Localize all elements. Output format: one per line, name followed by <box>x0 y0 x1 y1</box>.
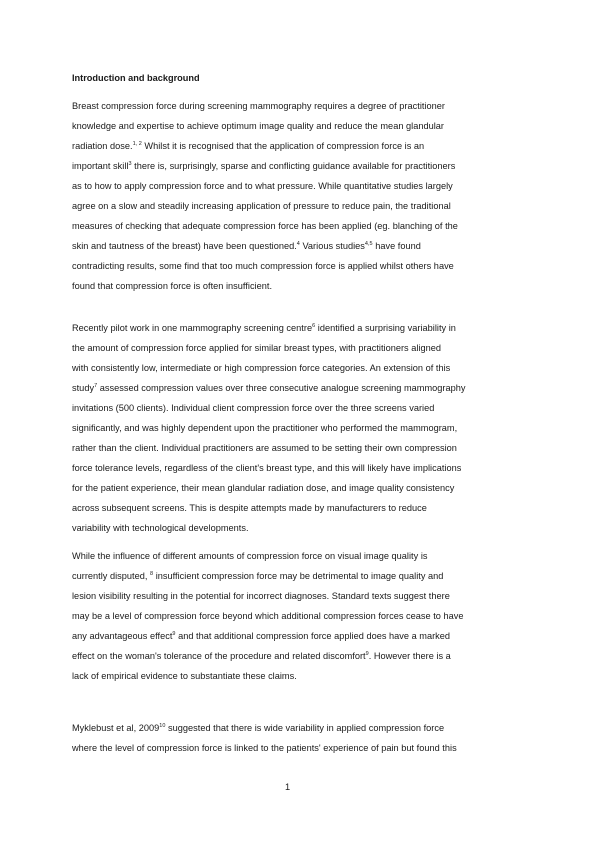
text-run: may be a level of compression force beyond which additional compression forces cease to have <box>72 611 464 621</box>
text-line <box>72 119 444 133</box>
text-line <box>72 361 450 375</box>
citation-superscript: 4,5 <box>364 241 373 247</box>
text-run: have found <box>372 241 421 251</box>
text-line <box>72 649 451 663</box>
text-run: as to how to apply compression force and to what pressure. While quantitative studies largely <box>72 181 453 191</box>
text-run: currently disputed, <box>72 571 151 581</box>
text-line <box>72 279 272 293</box>
text-run: Various studies <box>299 241 365 251</box>
text-line <box>72 721 444 735</box>
text-run: lesion visibility resulting in the potential for incorrect diagnoses. Standard texts suggest there <box>72 591 450 601</box>
text-run: measures of checking that adequate compression force has been applied (eg. blanching of the <box>72 221 458 231</box>
citation-superscript: 7 <box>94 383 98 389</box>
text-line <box>72 381 465 395</box>
text-run: and that additional compression force applied does have a marked <box>175 631 451 641</box>
text-run: . However there is a <box>368 651 451 661</box>
text-line <box>72 321 456 335</box>
text-line <box>72 569 443 583</box>
text-run: found that compression force is often insufficient. <box>72 281 273 291</box>
citation-superscript: 6 <box>312 323 316 329</box>
text-line <box>72 589 450 603</box>
text-line <box>72 179 453 193</box>
text-run: skin and tautness of the breast) have been questioned. <box>72 241 297 251</box>
text-line <box>72 341 441 355</box>
text-run: Breast compression force during screening mammography requires a degree of practitioner <box>72 101 445 111</box>
section-heading: Introduction and background <box>72 73 200 83</box>
page-number: 1 <box>284 782 291 792</box>
text-line <box>72 139 424 153</box>
text-run: force tolerance levels, regardless of the client's breast type, and this will likely have implications <box>72 463 462 473</box>
text-run: significantly, and was highly dependent upon the practitioner who performed the mammogram, <box>72 423 458 433</box>
text-run: contradicting results, some find that too much compression force is applied whilst others have <box>72 261 454 271</box>
citation-superscript: 10 <box>159 723 166 729</box>
text-line <box>72 159 455 173</box>
text-run: with consistently low, intermediate or high compression force categories. An extension of this <box>72 363 451 373</box>
text-line <box>72 401 434 415</box>
text-line <box>72 219 458 233</box>
text-run: insufficient compression force may be detrimental to image quality and <box>153 571 444 581</box>
text-run: Whilst it is recognised that the application of compression force is an <box>141 141 425 151</box>
text-line <box>72 461 461 475</box>
text-run: the amount of compression force applied for similar breast types, with practitioners aligned <box>72 343 442 353</box>
text-run: effect on the woman's tolerance of the procedure and related discomfort <box>72 651 366 661</box>
text-run: assessed compression values over three consecutive analogue screening mammography <box>97 383 466 393</box>
text-run: suggested that there is wide variability in applied compression force <box>165 723 445 733</box>
text-run: identified a surprising variability in <box>315 323 456 333</box>
text-run: study <box>72 383 95 393</box>
citation-superscript: 8 <box>150 571 154 577</box>
text-line <box>72 259 454 273</box>
text-run: across subsequent screens. This is despite attempts made by manufacturers to reduce <box>72 503 427 513</box>
citation-superscript: 9 <box>365 651 369 657</box>
text-run: invitations (500 clients). Individual client compression force over the three screens varied <box>72 403 435 413</box>
text-line <box>72 199 451 213</box>
text-run: Recently pilot work in one mammography screening centre <box>72 323 313 333</box>
text-line <box>72 239 421 253</box>
text-run: While the influence of different amounts of compression force on visual image quality is <box>72 551 428 561</box>
text-line <box>72 521 249 535</box>
text-run: lack of empirical evidence to substantiate these claims. <box>72 671 297 681</box>
text-line <box>72 741 457 755</box>
text-run: for the patient experience, their mean glandular radiation dose, and image quality consistency <box>72 483 455 493</box>
text-line <box>72 99 445 113</box>
text-run: rather than the client. Individual practitioners are assumed to be setting their own compression <box>72 443 457 453</box>
text-run: there is, surprisingly, sparse and conflicting guidance available for practitioners <box>131 161 456 171</box>
text-run: radiation dose. <box>72 141 133 151</box>
text-run: important skill <box>72 161 129 171</box>
text-run: variability with technological developments. <box>72 523 249 533</box>
text-run: agree on a slow and steadily increasing application of pressure to reduce pain, the traditional <box>72 201 451 211</box>
text-line <box>72 421 457 435</box>
text-line <box>72 549 428 563</box>
citation-superscript: 4 <box>296 241 300 247</box>
text-run: where the level of compression force is linked to the patients' experience of pain but found this <box>72 743 457 753</box>
text-line <box>72 669 297 683</box>
citation-superscript: 9 <box>172 631 176 637</box>
text-line <box>72 609 464 623</box>
text-line <box>72 629 450 643</box>
citation-superscript: 3 <box>128 161 132 167</box>
text-run: knowledge and expertise to achieve optimum image quality and reduce the mean glandular <box>72 121 445 131</box>
text-line <box>72 481 454 495</box>
citation-superscript: 1, 2 <box>132 141 142 147</box>
text-run: Myklebust et al, 2009 <box>72 723 160 733</box>
text-line <box>72 441 457 455</box>
text-run: any advantageous effect <box>72 631 173 641</box>
text-line <box>72 501 427 515</box>
